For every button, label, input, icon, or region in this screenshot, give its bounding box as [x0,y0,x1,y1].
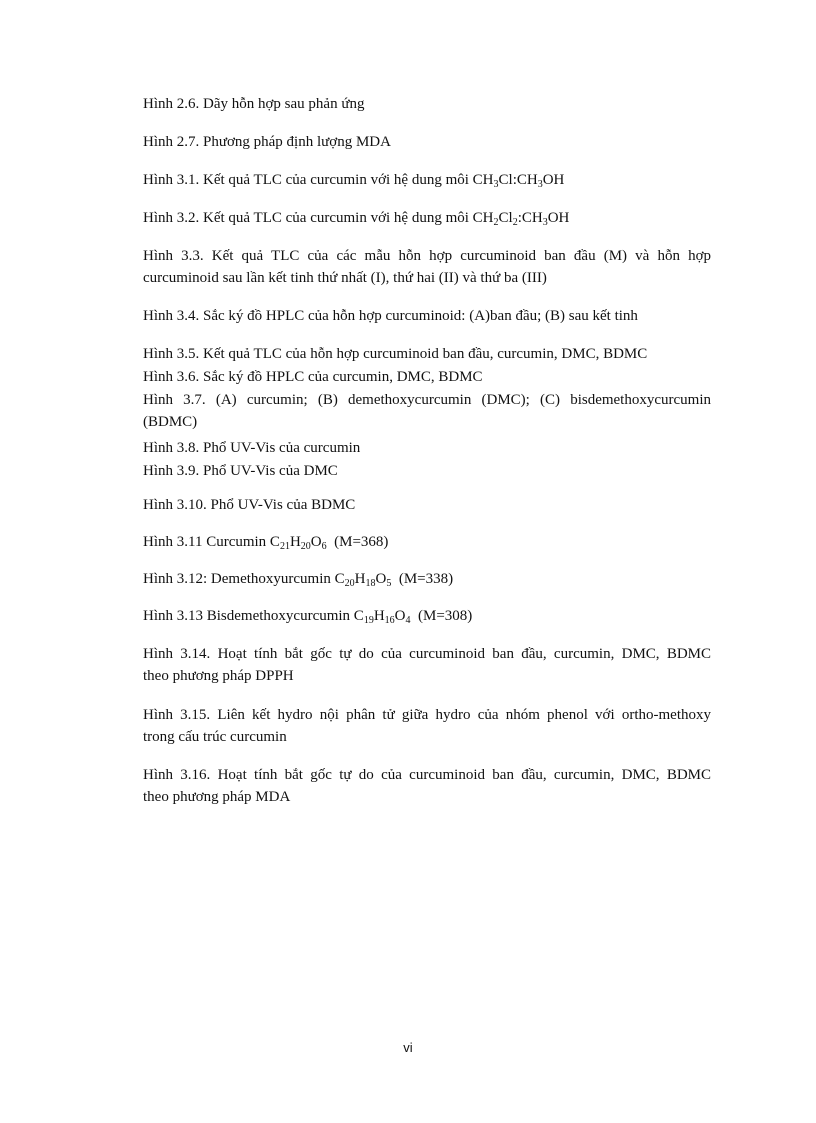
figure-caption-line-1: Hình 3.3. Kết quả TLC của các mẫu hỗn hợp curcuminoid ban đầu (M) và hỗn hợp [143,248,711,264]
figure-list-item-3-8: Hình 3.8. Phổ UV-Vis của curcumin [143,440,361,456]
figure-caption-line-1: Hình 3.14. Hoạt tính bắt gốc tự do của curcuminoid ban đầu, curcumin, DMC, BDMC [143,646,711,662]
figure-caption-line-2: (BDMC) [143,414,198,430]
figure-caption-line-2: theo phương pháp DPPH [143,668,294,684]
figure-list-item-3-9: Hình 3.9. Phổ UV-Vis của DMC [143,463,338,479]
figure-list-item-3-1: Hình 3.1. Kết quả TLC của curcumin với hệ dung môi $CH_3Cl:CH_3OH$ [143,172,565,190]
figure-caption-line-1: Hình 3.15. Liên kết hydro nội phân tử giữa hydro của nhóm phenol với ortho-methoxy [143,707,711,723]
page-number: vi [403,1040,413,1055]
figure-caption-line-2: theo phương pháp MDA [143,789,291,805]
figure-list-item-3-6: Hình 3.6. Sắc ký đồ HPLC của curcumin, DMC, BDMC [143,369,483,385]
figure-caption-line-1: Hình 3.7. (A) curcumin; (B) demethoxycurcumin (DMC); (C) bisdemethoxycurcumin [143,392,711,408]
figure-list-item-3-4: Hình 3.4. Sắc ký đồ HPLC của hỗn hợp curcuminoid: (A)ban đầu; (B) sau kết tinh [143,308,638,324]
figure-list-item-3-5: Hình 3.5. Kết quả TLC của hỗn hợp curcuminoid ban đầu, curcumin, DMC, BDMC [143,346,648,362]
figure-caption-line-2: curcuminoid sau lần kết tinh thứ nhất (I), thứ hai (II) và thứ ba (III) [143,270,547,286]
figure-list-item-3-10: Hình 3.10. Phổ UV-Vis của BDMC [143,497,356,513]
figure-list-item-2-7: Hình 2.7. Phương pháp định lượng MDA [143,134,391,150]
figure-list-item-3-12: Hình 3.12: Demethoxyurcumin $C_{20}H_{18}O_5$ (M=338) [143,571,454,589]
figure-list-item-3-7 [143,389,711,433]
figure-list-item-3-16 [143,764,711,808]
figure-caption-line-1: Hình 3.16. Hoạt tính bắt gốc tự do của curcuminoid ban đầu, curcumin, DMC, BDMC [143,767,711,783]
figure-caption-line-2: trong cấu trúc curcumin [143,729,287,745]
figure-list-item-3-14 [143,643,711,687]
figure-list-item-3-15 [143,704,711,748]
figure-list-item-3-3 [143,245,711,289]
figure-list-item-3-13: Hình 3.13 Bisdemethoxycurcumin $C_{19}H_{16}O_4$ (M=308) [143,608,473,626]
figure-list-item-2-6: Hình 2.6. Dãy hỗn hợp sau phản ứng [143,96,365,112]
figure-list-item-3-2: Hình 3.2. Kết quả TLC của curcumin với hệ dung môi $CH_2Cl_2:CH_3OH$ [143,210,570,228]
figure-list-item-3-11: Hình 3.11 Curcumin $C_{21}H_{20}O_6$ (M=368) [143,534,389,552]
